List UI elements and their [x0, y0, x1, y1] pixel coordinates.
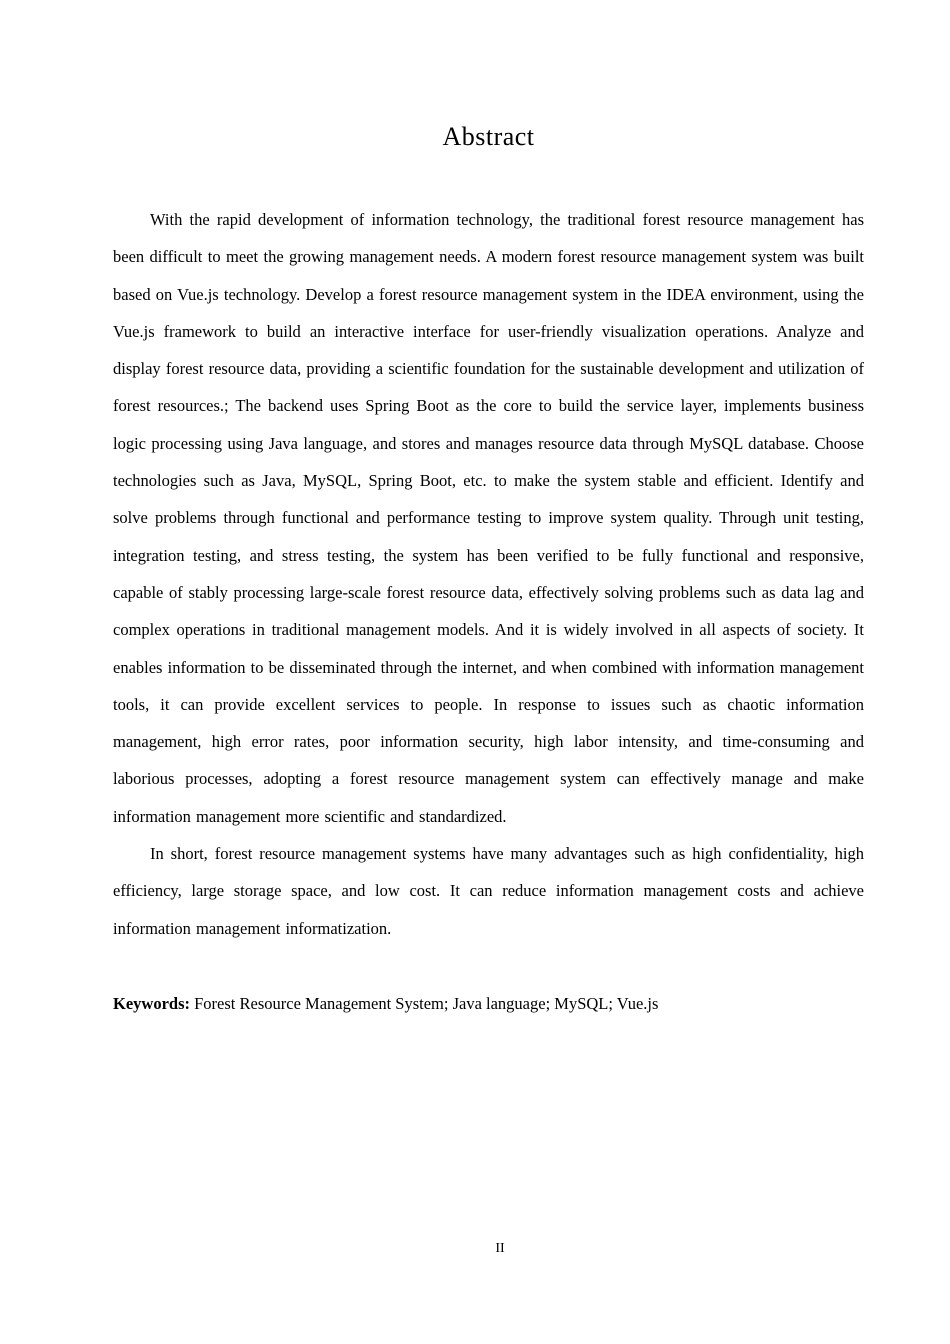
keywords-value: Forest Resource Management System; Java language; MySQL; Vue.js: [194, 993, 659, 1013]
page-title: Abstract: [442, 122, 535, 151]
page-number: II: [495, 1241, 505, 1256]
abstract-content: [113, 0, 864, 1022]
abstract-paragraph-1: With the rapid development of information technology, the traditional forest resource management has been difficult to meet the growing management needs. A modern forest resource management system was built based on Vue.js technology. Develop a forest resource management system in the IDEA environment, using the Vue.js framework to build an interactive interface for user-friendly visualization operations. Analyze and display forest resource data, providing a scientific foundation for the sustainable development and utilization of forest resources.; The backend uses Spring Boot as the core to build the service layer, implements business logic processing using Java language, and stores and manages resource data through MySQL database. Choose technologies such as Java, MySQL, Spring Boot, etc. to make the system stable and efficient. Identify and solve problems through functional and performance testing to improve system quality. Through unit testing, integration testing, and stress testing, the system has been verified to be fully functional and responsive, capable of stably processing large-scale forest resource data, effectively solving problems such as data lag and complex operations in traditional management models. And it is widely involved in all aspects of society. It enables information to be disseminated through the internet, and when combined with information management tools, it can provide excellent services to people. In response to issues such as chaotic information management, high error rates, poor information security, high labor intensity, and time-consuming and laborious processes, adopting a forest resource management system can effectively manage and make information management more scientific and standardized.: [113, 210, 864, 826]
abstract-paragraph-2: In short, forest resource management systems have many advantages such as high confidentiality, high efficiency, large storage space, and low cost. It can reduce information management costs and achieve information management informatization.: [113, 844, 864, 938]
page-footer: [0, 1240, 950, 1258]
keywords-label: Keywords:: [113, 993, 190, 1013]
keywords-line: [113, 985, 864, 1022]
